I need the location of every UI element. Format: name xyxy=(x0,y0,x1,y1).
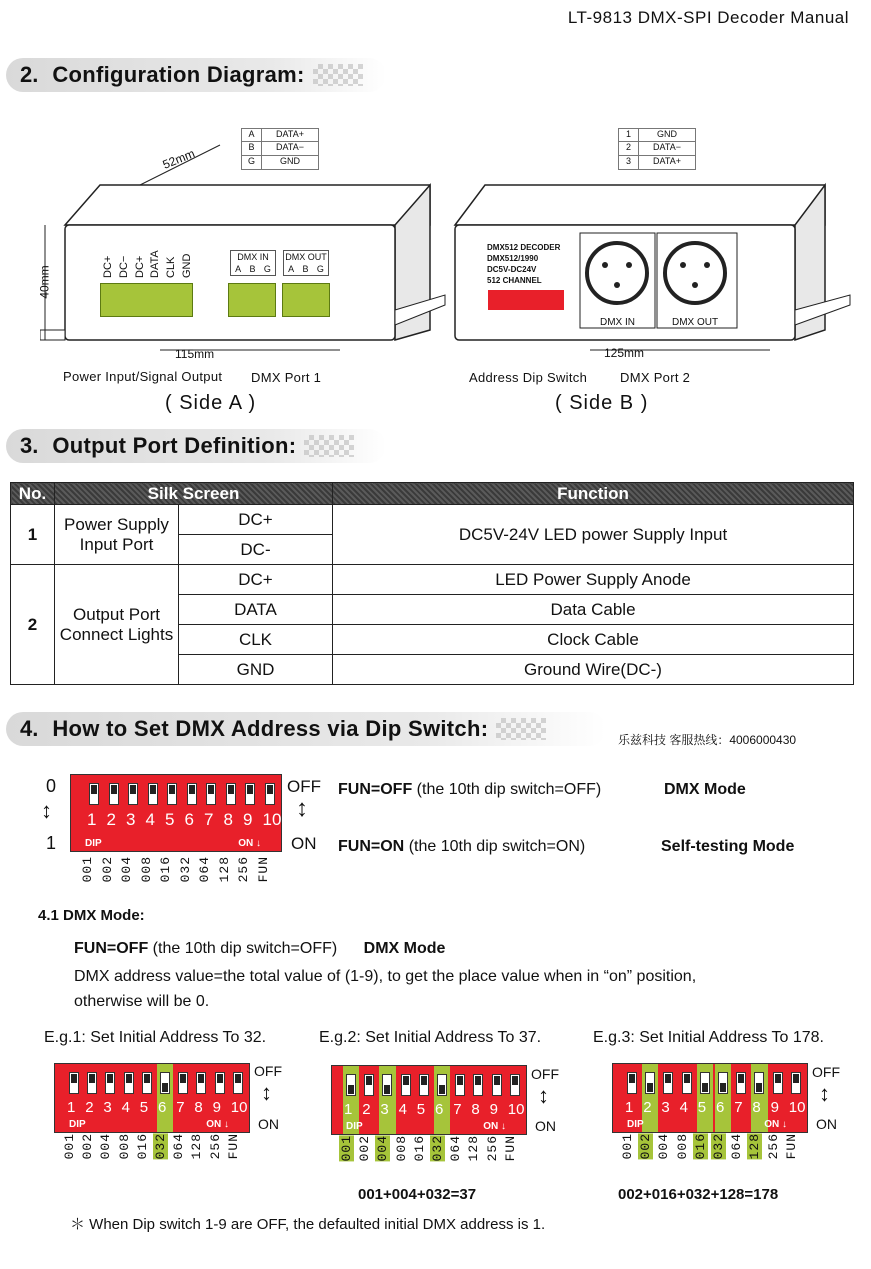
section-title: Configuration Diagram: xyxy=(52,62,305,87)
dip-toggle-2 xyxy=(109,783,119,805)
dmx-mode-text-2: otherwise will be 0. xyxy=(74,993,210,1010)
dip-value-9: 256 xyxy=(236,856,251,883)
dip-value-4: 008 xyxy=(674,1133,690,1160)
section-configuration xyxy=(6,58,386,92)
dmx-in-label-b: DMX IN xyxy=(600,317,635,328)
dip-toggle-4 xyxy=(682,1072,692,1094)
dip-value-8: 128 xyxy=(747,1133,763,1160)
dim-width-b: 125mm xyxy=(604,346,645,360)
dmx-mode-text-1: DMX address value=the total value of (1-9), to get the place value when in “on” position, xyxy=(74,968,697,985)
dip-value-4: 008 xyxy=(138,856,154,883)
dip-value-2: 002 xyxy=(80,1133,96,1160)
mode-on-name: Self-testing Mode xyxy=(661,838,795,855)
zero-label: 0 xyxy=(46,776,57,796)
label-dmx-port-2: DMX Port 2 xyxy=(620,370,691,385)
dip-toggle-2 xyxy=(364,1074,374,1096)
silk-cell: CLK xyxy=(179,625,333,655)
silk-cell: DATA xyxy=(179,595,333,625)
dip-number-3: 3 xyxy=(126,810,136,829)
dip-number-2: 2 xyxy=(85,1099,94,1116)
dip-value-7: 064 xyxy=(448,1135,464,1162)
dip-number-10: 10 xyxy=(788,1099,806,1116)
dip-toggle-2 xyxy=(645,1072,655,1094)
dmx-in-terminal xyxy=(228,283,276,317)
manual-title: LT-9813 DMX-SPI Decoder Manual xyxy=(567,8,849,27)
function-cell: LED Power Supply Anode xyxy=(333,565,854,595)
dim-depth: 52mm xyxy=(160,146,197,172)
power-pin-labels: DC+ DC− DC+ DATA CLK GND xyxy=(101,250,194,278)
dip-value-10: FUN xyxy=(225,1133,241,1160)
dip-number-4: 4 xyxy=(145,810,155,829)
example-3-sum: 002+016+032+128=178 xyxy=(618,1186,779,1203)
dip-number-8: 8 xyxy=(194,1099,203,1116)
dip-number-3: 3 xyxy=(661,1099,670,1116)
dip-toggle-6 xyxy=(160,1072,170,1094)
dip-number-4: 4 xyxy=(121,1099,130,1116)
dip-number-3: 3 xyxy=(380,1101,389,1118)
dip-toggle-9 xyxy=(773,1072,783,1094)
dip-label: DIP xyxy=(69,1119,86,1130)
dip-value-2: 002 xyxy=(99,856,115,883)
dip-number-1: 1 xyxy=(87,810,97,829)
pin-table-b: 1 GND 2 DATA− 3 DATA+ xyxy=(618,128,696,170)
dip-toggle-10 xyxy=(233,1072,243,1094)
function-cell: Data Cable xyxy=(333,595,854,625)
mode-off-name: DMX Mode xyxy=(664,781,746,798)
on-label: ON xyxy=(535,1118,556,1134)
example-1-title: E.g.1: Set Initial Address To 32. xyxy=(44,1029,267,1046)
dip-toggle-10 xyxy=(791,1072,801,1094)
section-title: How to Set DMX Address via Dip Switch: xyxy=(52,716,489,741)
dip-number-5: 5 xyxy=(416,1101,426,1118)
dip-switch-example-2 xyxy=(331,1065,527,1135)
mini-dip-switch xyxy=(488,290,564,310)
off-label: OFF xyxy=(812,1064,840,1080)
dip-value-9: 256 xyxy=(207,1133,223,1160)
dmx-out-label-a: DMX OUT A B G xyxy=(283,250,329,276)
decor-checks xyxy=(496,718,546,740)
dip-number-7: 7 xyxy=(176,1099,185,1116)
dmx-in-label-a: DMX IN A B G xyxy=(230,250,276,276)
dip-value-9: 256 xyxy=(765,1133,781,1160)
dip-toggle-10 xyxy=(265,783,275,805)
dip-number-9: 9 xyxy=(489,1101,498,1118)
on-label: ON xyxy=(816,1116,837,1132)
dip-value-8: 128 xyxy=(189,1133,205,1160)
dip-number-3: 3 xyxy=(103,1099,112,1116)
dip-value-1: 001 xyxy=(620,1133,635,1160)
dip-value-6: 032 xyxy=(153,1133,168,1160)
col-silk: Silk Screen xyxy=(55,483,333,505)
dip-value-3: 004 xyxy=(119,856,134,883)
dip-toggle-3 xyxy=(663,1072,673,1094)
off-label: OFF xyxy=(531,1066,559,1082)
decor-checks xyxy=(304,435,354,457)
dip-toggle-6 xyxy=(187,783,197,805)
dip-toggle-7 xyxy=(455,1074,465,1096)
example-2-title: E.g.2: Set Initial Address To 37. xyxy=(319,1029,542,1046)
dip-value-10: FUN xyxy=(783,1133,799,1160)
dip-toggle-8 xyxy=(196,1072,206,1094)
dip-values-example-2 xyxy=(339,1135,525,1179)
dip-toggle-9 xyxy=(492,1074,502,1096)
section-title: Output Port Definition: xyxy=(52,433,297,458)
dip-number-1: 1 xyxy=(344,1101,353,1118)
dip-value-7: 064 xyxy=(171,1133,187,1160)
dip-number-4: 4 xyxy=(398,1101,407,1118)
dip-toggle-1 xyxy=(627,1072,637,1094)
decoder-info: DMX512 DECODER DMX512/1990 DC5V-DC24V 512 CHANNEL xyxy=(487,243,561,285)
dip-value-5: 016 xyxy=(411,1135,427,1162)
dip-value-9: 256 xyxy=(484,1135,500,1162)
dip-value-4: 008 xyxy=(116,1133,132,1160)
example-2-sum: 001+004+032=37 xyxy=(358,1186,477,1203)
example-3-title: E.g.3: Set Initial Address To 178. xyxy=(593,1029,824,1046)
col-function: Function xyxy=(333,483,854,505)
dip-values-main xyxy=(80,856,280,892)
dip-toggle-7 xyxy=(178,1072,188,1094)
dip-toggle-8 xyxy=(473,1074,483,1096)
mode-off-line: FUN=OFF (the 10th dip switch=OFF) xyxy=(338,781,602,798)
dip-number-9: 9 xyxy=(243,810,253,829)
dip-number-1: 1 xyxy=(67,1099,76,1116)
dip-toggle-8 xyxy=(226,783,236,805)
dip-value-6: 032 xyxy=(711,1133,726,1160)
caption-side-a: ( Side A ) xyxy=(165,392,257,414)
one-label: 1 xyxy=(46,833,57,853)
dip-toggle-7 xyxy=(206,783,216,805)
dip-number-8: 8 xyxy=(752,1099,761,1116)
label-address-dip: Address Dip Switch xyxy=(469,370,588,385)
row-no: 1 xyxy=(11,505,55,565)
label-dmx-port-1: DMX Port 1 xyxy=(251,370,322,385)
dip-value-5: 016 xyxy=(692,1133,708,1160)
dip-toggle-4 xyxy=(148,783,158,805)
silk-cell: GND xyxy=(179,655,333,685)
caption-side-b: ( Side B ) xyxy=(555,392,649,414)
dip-toggle-3 xyxy=(128,783,138,805)
dip-toggle-1 xyxy=(346,1074,356,1096)
dip-number-9: 9 xyxy=(770,1099,779,1116)
dip-toggle-2 xyxy=(87,1072,97,1094)
dip-toggle-5 xyxy=(167,783,177,805)
footnote: ＊ When Dip switch 1-9 are OFF, the defaulted initial DMX address is 1. xyxy=(70,1216,546,1233)
updown-arrow-icon: ↕ xyxy=(819,1081,830,1106)
section-number: 3. xyxy=(20,433,39,458)
dmx-mode-line: FUN=OFF (the 10th dip switch=OFF) DMX Mode xyxy=(74,940,446,957)
dip-number-5: 5 xyxy=(165,810,175,829)
dip-value-5: 016 xyxy=(158,856,173,883)
dip-toggle-4 xyxy=(124,1072,134,1094)
dip-toggle-5 xyxy=(419,1074,429,1096)
dip-toggle-5 xyxy=(700,1072,710,1094)
dip-value-7: 064 xyxy=(729,1133,745,1160)
dip-value-4: 008 xyxy=(393,1135,409,1162)
dip-number-8: 8 xyxy=(471,1101,480,1118)
pin-table-a: A DATA+ B DATA− G GND xyxy=(241,128,319,170)
on-label: ON xyxy=(291,834,317,853)
dip-value-1: 001 xyxy=(339,1135,354,1162)
dip-number-10: 10 xyxy=(262,810,282,829)
decor-checks xyxy=(313,64,363,86)
dip-toggle-4 xyxy=(401,1074,411,1096)
silk-cell: DC+ xyxy=(179,505,333,535)
dip-value-8: 128 xyxy=(466,1135,482,1162)
silk-cell: DC- xyxy=(179,535,333,565)
dip-toggle-3 xyxy=(382,1074,392,1096)
dmx-out-terminal xyxy=(282,283,330,317)
dip-toggle-1 xyxy=(89,783,99,805)
dip-number-6: 6 xyxy=(435,1101,444,1118)
function-cell: Clock Cable xyxy=(333,625,854,655)
dip-number-1: 1 xyxy=(625,1099,634,1116)
dip-toggle-1 xyxy=(69,1072,79,1094)
dip-number-7: 7 xyxy=(204,810,214,829)
dip-label: DIP xyxy=(346,1121,363,1132)
dip-toggle-7 xyxy=(736,1072,746,1094)
dip-number-2: 2 xyxy=(362,1101,371,1118)
dip-switch-example-1 xyxy=(54,1063,250,1133)
dip-number-7: 7 xyxy=(734,1099,743,1116)
function-cell: Ground Wire(DC-) xyxy=(333,655,854,685)
on-label: ON ↓ xyxy=(238,838,261,849)
dip-toggle-6 xyxy=(718,1072,728,1094)
row-group: Power Supply Input Port xyxy=(55,505,179,565)
dim-width-a: 115mm xyxy=(175,347,215,361)
dip-value-5: 016 xyxy=(134,1133,150,1160)
dip-number-6: 6 xyxy=(184,810,194,829)
dip-value-1: 001 xyxy=(80,856,95,883)
row-group: Output Port Connect Lights xyxy=(55,565,179,685)
label-power-input: Power Input/Signal Output xyxy=(63,369,223,384)
dip-values-example-1 xyxy=(62,1133,248,1177)
dip-number-4: 4 xyxy=(679,1099,688,1116)
dmx-out-label-b: DMX OUT xyxy=(672,317,719,328)
updown-arrow-icon: ↕ xyxy=(538,1083,549,1108)
dip-value-8: 128 xyxy=(216,856,232,883)
dip-toggle-6 xyxy=(437,1074,447,1096)
dip-value-7: 064 xyxy=(197,856,212,883)
function-cell: DC5V-24V LED power Supply Input xyxy=(333,505,854,565)
dip-switch-main xyxy=(70,774,282,852)
dip-toggle-8 xyxy=(754,1072,764,1094)
silk-cell: DC+ xyxy=(179,565,333,595)
dip-value-3: 004 xyxy=(656,1133,672,1160)
power-terminal-block xyxy=(100,283,193,317)
dip-toggle-5 xyxy=(142,1072,152,1094)
dip-toggle-9 xyxy=(215,1072,225,1094)
dip-value-10: FUN xyxy=(255,856,271,883)
updown-arrow-icon: ↕ xyxy=(41,798,52,823)
dip-number-8: 8 xyxy=(223,810,233,829)
output-port-table xyxy=(10,482,854,685)
dip-number-6: 6 xyxy=(158,1099,167,1116)
on-label: ON ↓ xyxy=(764,1119,787,1130)
section-dmx-address xyxy=(6,712,606,746)
dim-height: 40mm xyxy=(37,265,52,299)
on-label: ON ↓ xyxy=(483,1121,506,1132)
col-no: No. xyxy=(11,483,55,505)
dip-toggle-10 xyxy=(510,1074,520,1096)
dip-value-6: 032 xyxy=(430,1135,445,1162)
updown-arrow-icon: ↕ xyxy=(296,795,308,822)
section-number: 2. xyxy=(20,62,39,87)
dip-number-9: 9 xyxy=(212,1099,221,1116)
dip-label: DIP xyxy=(627,1119,644,1130)
subsection-heading: 4.1 DMX Mode: xyxy=(38,907,145,924)
dip-number-2: 2 xyxy=(106,810,116,829)
dip-toggle-3 xyxy=(105,1072,115,1094)
dip-value-2: 002 xyxy=(357,1135,373,1162)
off-label: OFF xyxy=(254,1063,282,1079)
section-number: 4. xyxy=(20,716,39,741)
dip-value-6: 032 xyxy=(177,856,193,883)
updown-arrow-icon: ↕ xyxy=(261,1080,272,1105)
dip-value-1: 001 xyxy=(62,1133,77,1160)
dip-number-5: 5 xyxy=(697,1099,707,1116)
dip-number-10: 10 xyxy=(230,1099,248,1116)
section-output-port xyxy=(6,429,386,463)
dip-number-7: 7 xyxy=(453,1101,462,1118)
dip-number-10: 10 xyxy=(507,1101,525,1118)
off-label: OFF xyxy=(287,777,321,796)
dip-switch-example-3 xyxy=(612,1063,808,1133)
dip-value-3: 004 xyxy=(375,1135,391,1162)
dip-value-2: 002 xyxy=(638,1133,654,1160)
dip-label: DIP xyxy=(85,838,102,849)
row-no: 2 xyxy=(11,565,55,685)
hotline: 乐兹科技 客服热线：4006000430 xyxy=(618,733,797,747)
dip-toggle-9 xyxy=(245,783,255,805)
dip-number-6: 6 xyxy=(716,1099,725,1116)
on-label: ON xyxy=(258,1116,279,1132)
dip-number-5: 5 xyxy=(139,1099,149,1116)
dip-value-10: FUN xyxy=(502,1135,518,1162)
dip-value-3: 004 xyxy=(98,1133,114,1160)
mode-on-line: FUN=ON (the 10th dip switch=ON) xyxy=(338,838,586,855)
dip-values-example-3 xyxy=(620,1133,806,1177)
dip-number-2: 2 xyxy=(643,1099,652,1116)
on-label: ON ↓ xyxy=(206,1119,229,1130)
